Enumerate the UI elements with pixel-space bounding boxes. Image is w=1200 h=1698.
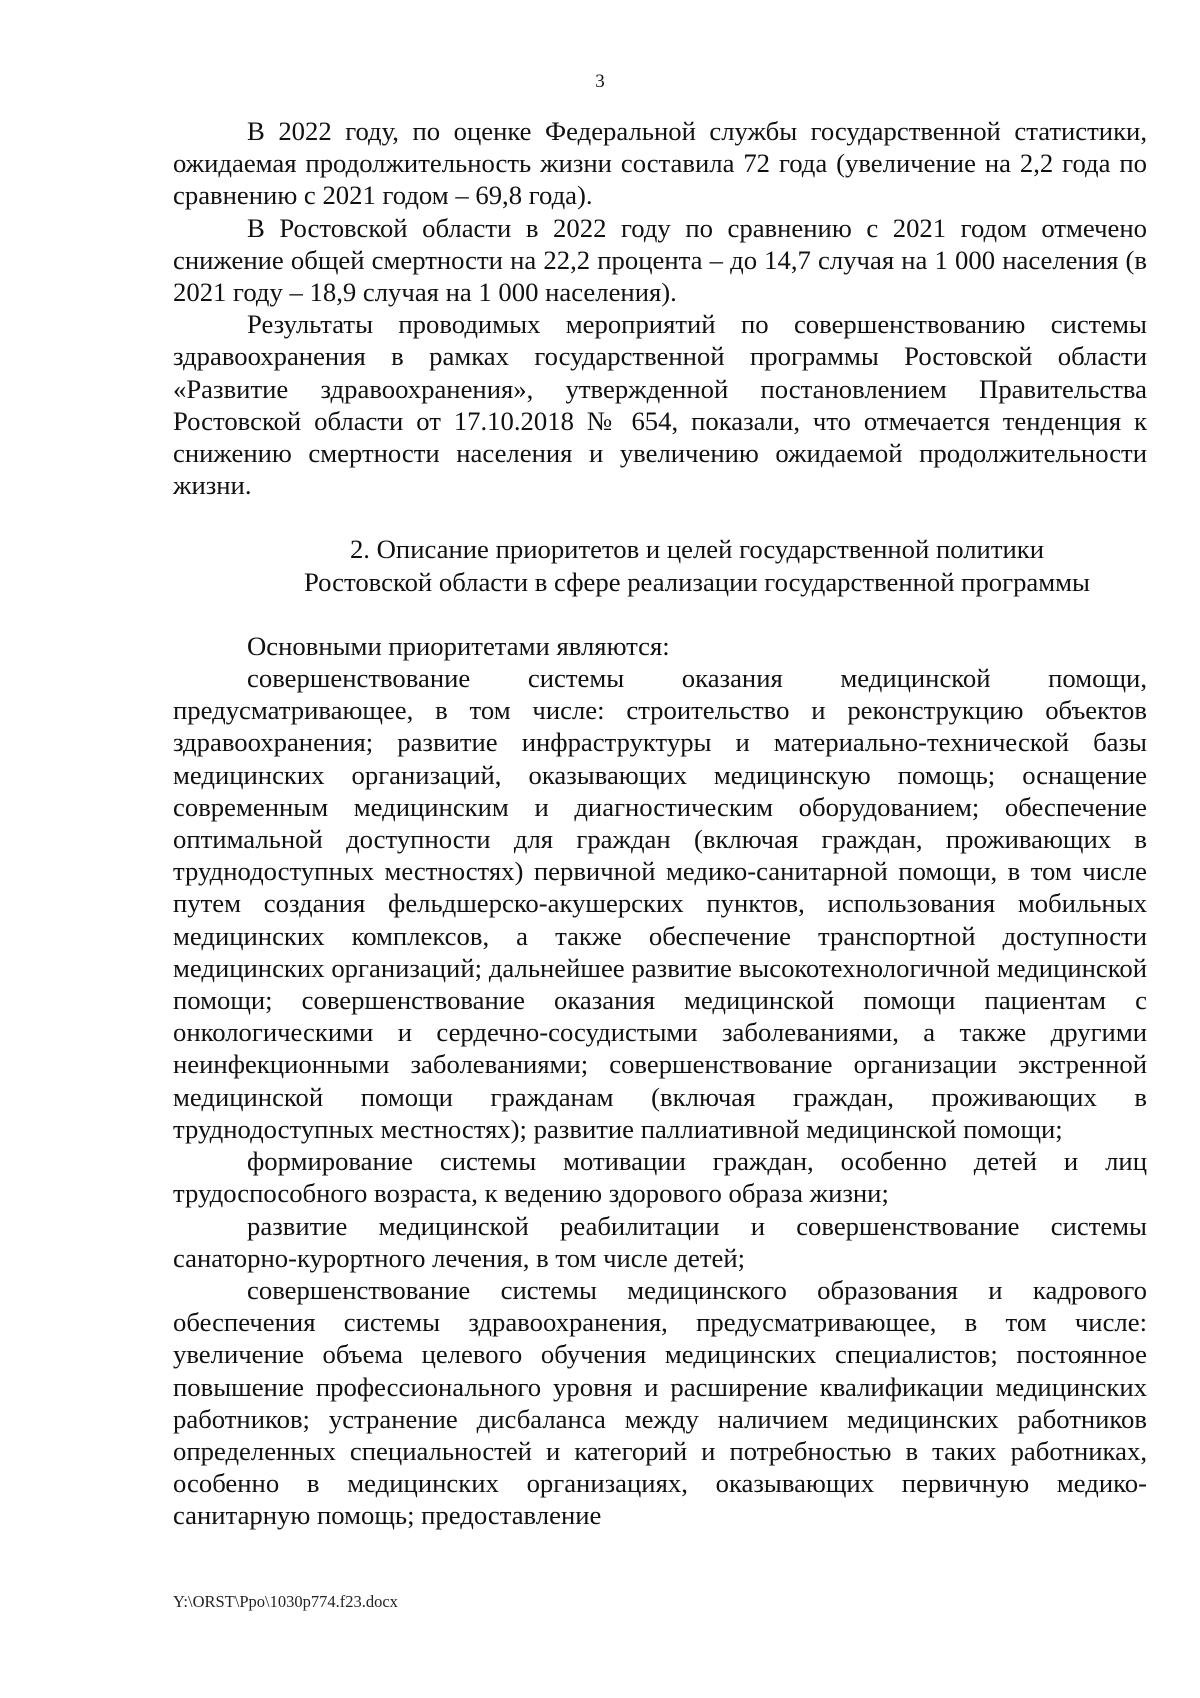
section-heading-line-2: Ростовской области в сфере реализации государственной программы	[304, 566, 1090, 597]
page-number: 3	[595, 71, 605, 92]
spacer	[173, 501, 1147, 533]
document-body	[173, 115, 1147, 1532]
paragraph-priority-healthy-lifestyle: формирование системы мотивации граждан, особенно детей и лиц трудоспособного возраста, к ведению здорового образа жизни;	[173, 1146, 1147, 1209]
paragraph-priorities-intro: Основными приоритетами являются:	[247, 630, 670, 661]
paragraph-life-expectancy: В 2022 году, по оценке Федеральной службы государственной статистики, ожидаемая продолжительность жизни составила 72 года (увеличение на 2,2 года по сравнению с 2021 годом – 69,8 года).	[173, 116, 1147, 211]
spacer	[173, 598, 1147, 630]
section-heading-line-1: 2. Описание приоритетов и целей государственной политики	[349, 534, 1045, 565]
paragraph-priority-rehabilitation: развитие медицинской реабилитации и совершенствование системы санаторно-курортного лечения, в том числе детей;	[173, 1210, 1147, 1273]
paragraph-mortality: В Ростовской области в 2022 году по сравнению с 2021 годом отмечено снижение общей смертности на 22,2 процента – до 14,7 случая на 1 000 населения (в 2021 году – 18,9 случая на 1 000 населения).	[173, 212, 1147, 308]
footer-file-path: Y:\ORST\Ppo\1030p774.f23.docx	[173, 1592, 398, 1611]
paragraph-priority-education-staffing: совершенствование системы медицинского образования и кадрового обеспечения системы здравоохранения, предусматривающее, в том числе: увеличение объема целевого обучения медицинских специалистов; постоянное повышение профессионального уровня и расширение квалификации медицинских работников; устранение дисбаланса между наличием медицинских работников определенных специальностей и категорий и потребностью в таких работниках, особенно в медицинских организациях, оказывающих первичную медико-санитарную помощь; предоставление	[173, 1274, 1147, 1531]
paragraph-priority-medical-care: совершенствование системы оказания медицинской помощи, предусматривающее, в том числе: строительство и реконструкцию объектов здравоохранения; развитие инфраструктуры и материально-технической базы медицинских организаций, оказывающих медицинскую помощь; оснащение современным медицинским и диагностическим оборудованием; обеспечение оптимальной доступности для граждан (включая граждан, проживающих в труднодоступных местностях) первичной медико-санитарной помощи, в том числе путем создания фельдшерско-акушерских пунктов, использования мобильных медицинских комплексов, а также обеспечение транспортной доступности медицинских организаций; дальнейшее развитие высокотехнологичной медицинской помощи; совершенствование оказания медицинской помощи пациентам с онкологическими и сердечно-сосудистыми заболеваниями, а также другими неинфекционными заболеваниями; совершенствование организации экстренной медицинской помощи гражданам (включая граждан, проживающих в труднодоступных местностях); развитие паллиативной медицинской помощи;	[173, 663, 1147, 1144]
paragraph-program-results: Результаты проводимых мероприятий по совершенствованию системы здравоохранения в рамках государственной программы Ростовской области «Развитие здравоохранения», утвержденной постановлением Правительства Ростовской области от 17.10.2018 № 654, показали, что отмечается тенденция к снижению смертности населения и увеличению ожидаемой продолжительности жизни.	[173, 309, 1147, 501]
